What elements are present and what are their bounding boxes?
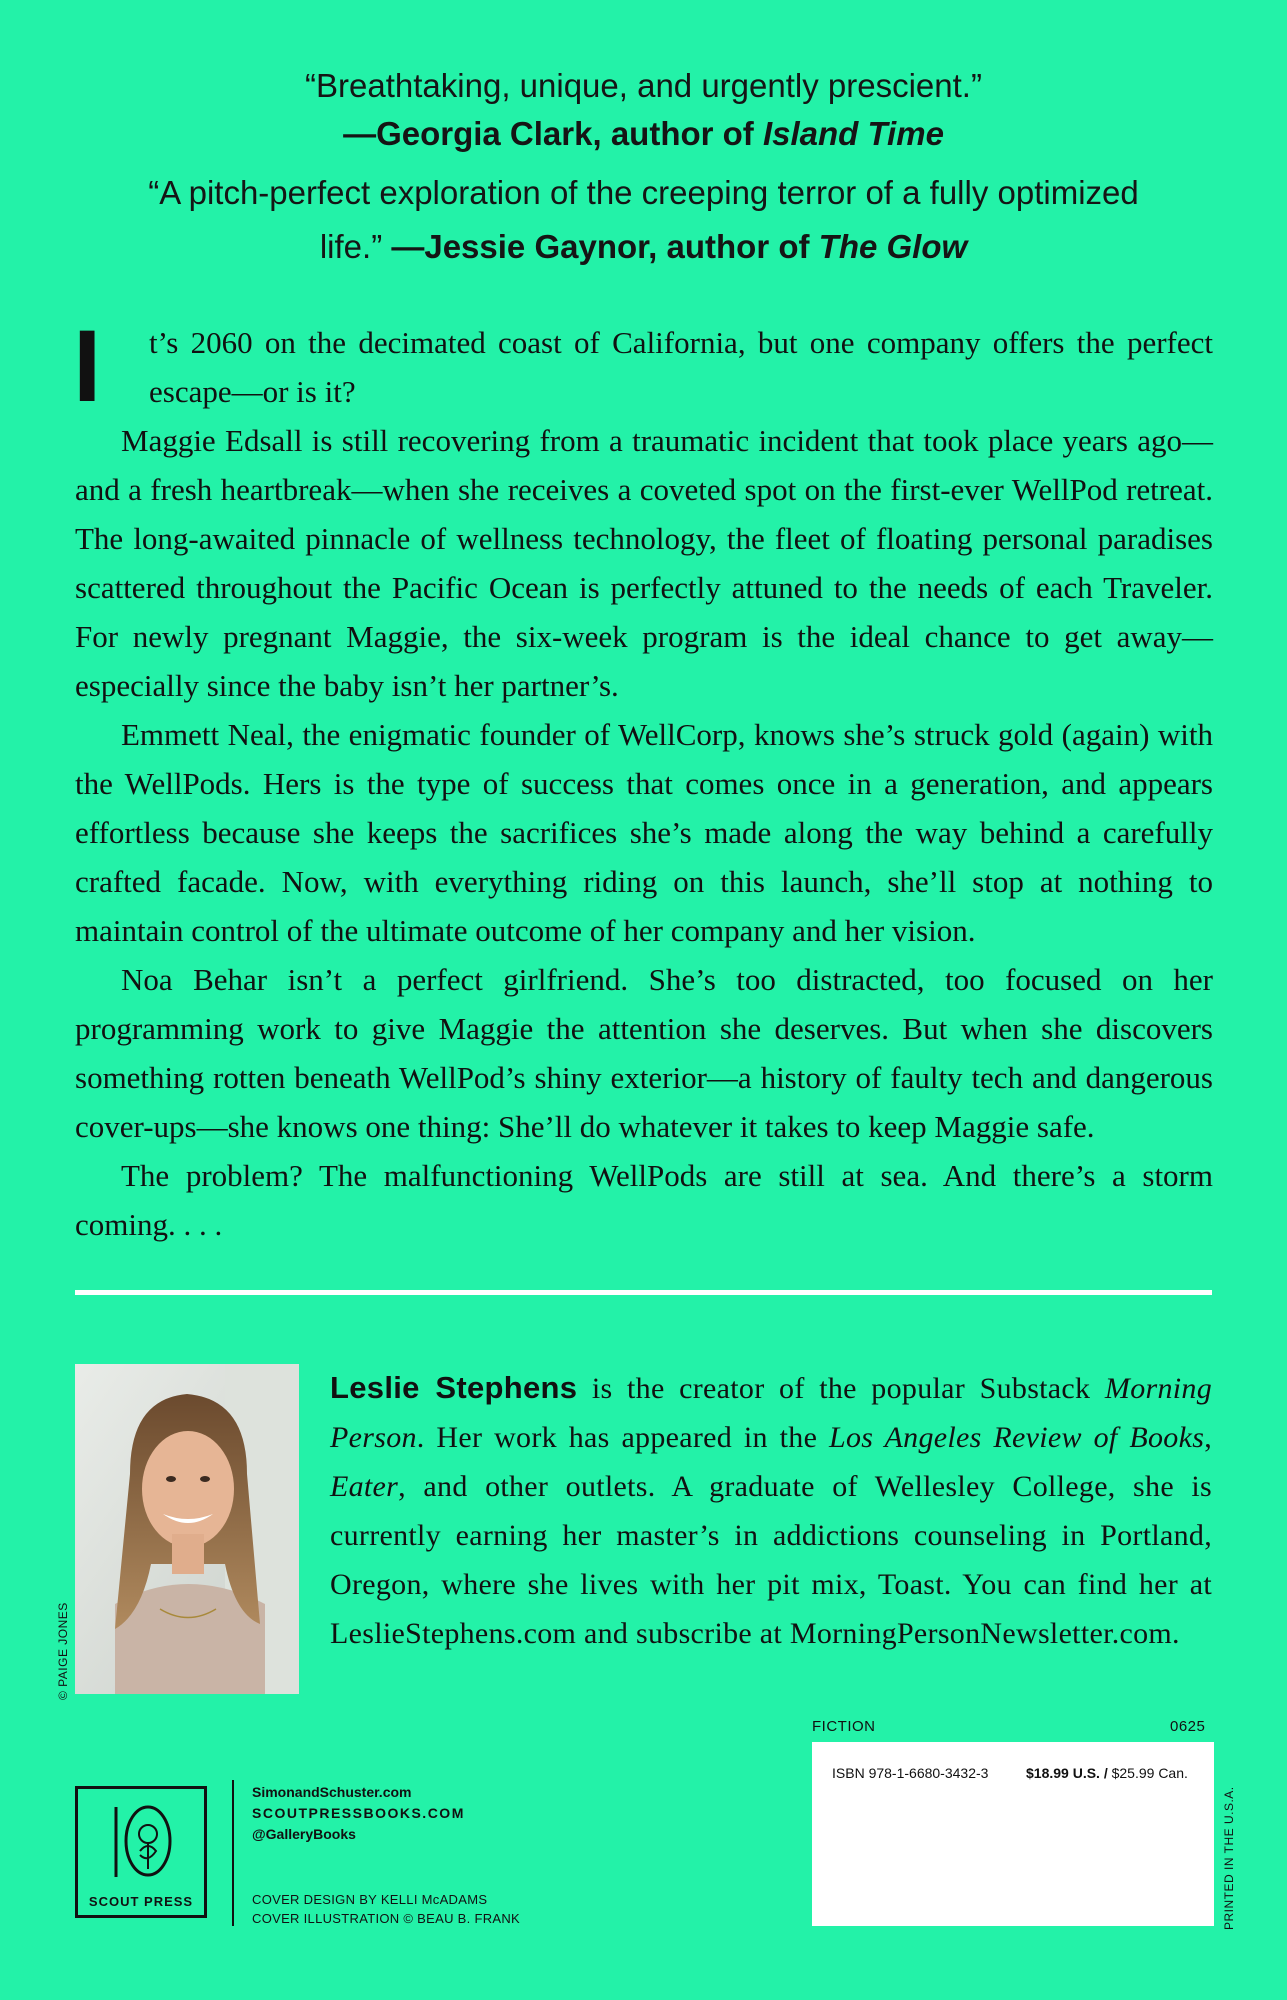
- quote-text: “A pitch-perfect exploration of the creeping terror of a fully optimized life.”: [148, 174, 1139, 265]
- blurb-paragraph-5: The problem? The malfunctioning WellPods are still at sea. And there’s a storm coming. . . .: [75, 1158, 1213, 1242]
- blurb-paragraph-1: I t’s 2060 on the decimated coast of California, but one company offers the perfect escape—or is it?: [73, 309, 1213, 423]
- quote-jessie-gaynor: [60, 166, 1227, 274]
- scout-press-link[interactable]: SCOUTPRESSBOOKS.COM: [252, 1805, 465, 1821]
- book-description: [73, 309, 1213, 1249]
- blurb-paragraph-4: Noa Behar isn’t a perfect girlfriend. She’s too distracted, too focused on her programming work to give Maggie the attention she deserves. But when she discovers something rotten beneath WellPod’s shiny exterior—a history of faulty tech and dangerous cover-ups—she knows one thing: She’ll do whatever it takes to keep Maggie safe.: [75, 962, 1213, 1144]
- attribution-book-title: Island Time: [762, 115, 944, 152]
- praise-quotes: [60, 62, 1227, 274]
- logo-wordmark: SCOUT PRESS: [88, 1894, 194, 1909]
- vertical-divider: [232, 1780, 234, 1926]
- printed-in-label: PRINTED IN THE U.S.A.: [1222, 1786, 1236, 1930]
- publication-title: Eater: [330, 1470, 399, 1503]
- photo-credit: © PAIGE JONES: [56, 1602, 70, 1700]
- author-name: Leslie Stephens: [330, 1370, 578, 1405]
- blurb-paragraph-2: Maggie Edsall is still recovering from a traumatic incident that took place years ago—and a fresh heartbreak—when she receives a coveted spot on the first-ever WellPod retreat. The long-awaited pinnacle of wellness technology, the fleet of floating personal paradises scattered throughout the Pacific Ocean is perfectly attuned to the needs of each Traveler. For newly pregnant Maggie, the six-week program is the ideal chance to get away—especially since the baby isn’t her partner’s.: [75, 423, 1213, 703]
- publisher-links: [252, 1782, 465, 1845]
- quote-georgia-clark: [60, 62, 1227, 158]
- price-us: $18.99 U.S.: [1026, 1765, 1100, 1781]
- attribution-author: —Jessie Gaynor, author of: [382, 228, 819, 265]
- drop-cap: I: [73, 309, 102, 423]
- attribution-book-title: The Glow: [818, 228, 968, 265]
- publication-title: Los Angeles Review of Books: [829, 1421, 1205, 1454]
- category-label: FICTION: [812, 1718, 876, 1735]
- scout-press-logo: [75, 1786, 207, 1918]
- quote-attribution: [60, 110, 1227, 158]
- gallery-books-handle[interactable]: @GalleryBooks: [252, 1826, 356, 1842]
- price-can: $25.99 Can.: [1111, 1765, 1188, 1781]
- attribution-author: —Georgia Clark, author of: [343, 115, 763, 152]
- quote-text: “Breathtaking, unique, and urgently prescient.”: [305, 67, 982, 104]
- cover-illustration-credit: COVER ILLUSTRATION © BEAU B. FRANK: [252, 1911, 521, 1926]
- isbn-number: ISBN 978-1-6680-3432-3: [832, 1765, 989, 1781]
- price-label: $18.99 U.S. / $25.99 Can.: [1026, 1765, 1188, 1781]
- author-photo: [75, 1364, 299, 1694]
- blurb-paragraph-3: Emmett Neal, the enigmatic founder of WellCorp, knows she’s struck gold (again) with the WellPods. Hers is the type of success that comes once in a generation, and appears effortless because she keeps the sacrifices she’s made along the way behind a carefully crafted facade. Now, with everything riding on this launch, she’ll stop at nothing to maintain control of the ultimate outcome of her company and her vision.: [75, 717, 1213, 948]
- simon-schuster-link[interactable]: SimonandSchuster.com: [252, 1784, 412, 1800]
- print-code: 0625: [1170, 1718, 1206, 1735]
- barcode-box: [812, 1742, 1214, 1926]
- quote-attribution: [382, 228, 967, 265]
- cover-credits: [252, 1890, 520, 1928]
- author-bio: Leslie Stephens is the creator of the popular Substack Morning Person. Her work has appeared in the Los Angeles Review of Books, Eater, and other outlets. A graduate of Wellesley College, she is currently earning her master’s in addictions counseling in Portland, Oregon, where she lives with her pit mix, Toast. You can find her at LeslieStephens.com and subscribe at MorningPersonNewsletter.com.: [330, 1370, 1213, 1650]
- cover-design-credit: COVER DESIGN BY KELLI McADAMS: [252, 1892, 488, 1907]
- substack-title: Morning Person: [330, 1372, 1213, 1454]
- section-divider: [75, 1290, 1212, 1295]
